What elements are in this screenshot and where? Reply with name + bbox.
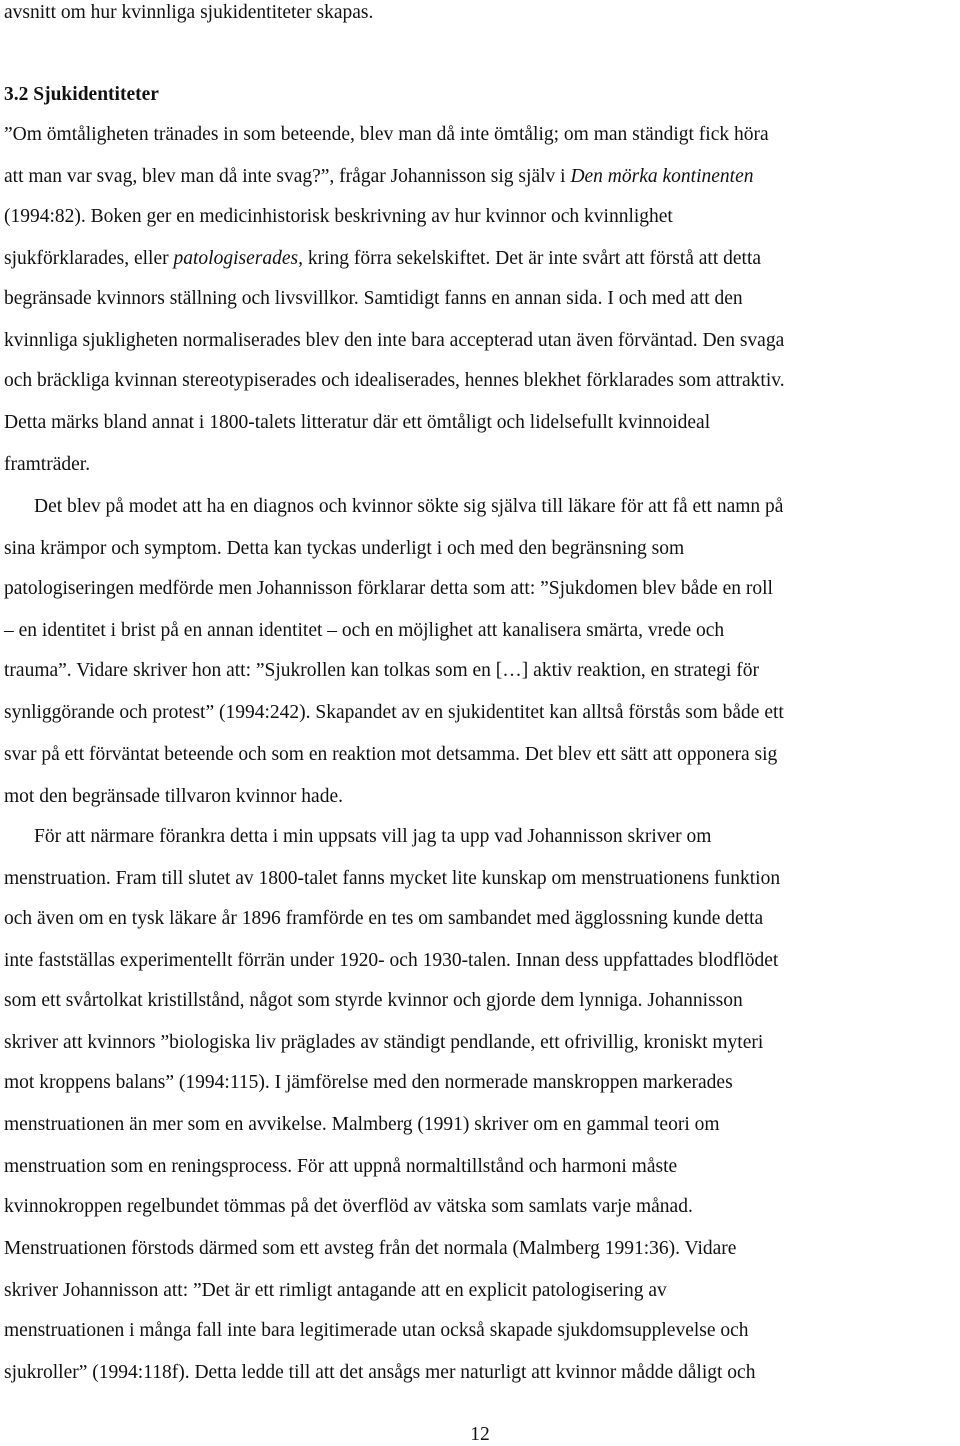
text-line	[4, 412, 710, 434]
text-segment: begränsade kvinnors ställning och livsvillkor. Samtidigt fanns en annan sida. I och med att den	[4, 288, 743, 309]
text-segment: avsnitt om hur kvinnliga sjukidentiteter skapas.	[4, 2, 374, 23]
text-segment: trauma”. Vidare skriver hon att: ”Sjukrollen kan tolkas som en […] aktiv reaktion, en strategi för	[4, 660, 759, 681]
text-line	[4, 702, 784, 724]
text-segment: inte fastställas experimentellt förrän under 1920- och 1930-talen. Innan dess uppfattades blodflödet	[4, 950, 779, 971]
text-segment: (1994:82). Boken ger en medicinhistorisk beskrivning av hur kvinnor och kvinnlighet	[4, 206, 673, 227]
text-line	[4, 538, 684, 560]
text-line	[4, 454, 90, 476]
text-segment: svar på ett förväntat beteende och som en reaktion mot detsamma. Det blev ett sätt att opponera sig	[4, 744, 778, 765]
text-segment: kvinnokroppen regelbundet tömmas på det överflöd av vätska som samlats varje månad.	[4, 1196, 693, 1217]
text-line	[4, 1196, 693, 1218]
text-line	[4, 744, 777, 766]
text-line	[4, 1072, 733, 1094]
text-line	[4, 288, 743, 310]
text-segment: menstruationen än mer som en avvikelse. Malmberg (1991) skriver om en gammal teori om	[4, 1114, 720, 1135]
section-heading	[4, 84, 159, 106]
text-line	[34, 496, 783, 518]
text-segment: och även om en tysk läkare år 1896 framförde en tes om sambandet med ägglossning kunde detta	[4, 908, 764, 929]
text-segment: Det blev på modet att ha en diagnos och kvinnor sökte sig själva till läkare för att få ett namn på	[34, 496, 784, 517]
text-line	[4, 206, 673, 228]
text-line	[4, 2, 373, 24]
text-segment: sjukroller” (1994:118f). Detta ledde till att det ansågs mer naturligt att kvinnor mådde dåligt och	[4, 1362, 756, 1383]
text-line	[4, 786, 343, 808]
text-line	[4, 1032, 763, 1054]
text-segment: – en identitet i brist på en annan identitet – och en möjlighet att kanalisera smärta, vrede och	[4, 620, 725, 641]
text-line	[4, 660, 759, 682]
text-line	[4, 1320, 749, 1342]
text-segment: Detta märks bland annat i 1800-talets litteratur där ett ömtåligt och lidelsefullt kvinnoideal	[4, 412, 711, 433]
text-segment: som ett svårtolkat kristillstånd, något som styrde kvinnor och gjorde dem lynniga. Johannisson	[4, 990, 743, 1011]
text-segment: sjukförklarades, eller	[4, 248, 174, 269]
text-line	[4, 950, 778, 972]
page-number: 12	[470, 1424, 490, 1445]
text-segment: kring förra sekelskiftet. Det är inte svårt att förstå att detta	[302, 248, 762, 269]
text-line	[4, 370, 785, 392]
text-line	[34, 826, 711, 848]
text-line	[4, 1280, 667, 1302]
italic-text: patologiserades,	[173, 248, 303, 269]
text-line	[4, 1114, 720, 1136]
text-segment: Menstruationen förstods därmed som ett avsteg från det normala (Malmberg 1991:36). Vidare	[4, 1238, 737, 1259]
text-line	[4, 248, 761, 270]
text-segment: synliggörande och protest” (1994:242). Skapandet av en sjukidentitet kan alltså förstås som både ett	[4, 702, 784, 723]
text-line	[4, 124, 769, 146]
text-segment: menstruation som en reningsprocess. För att uppnå normaltillstånd och harmoni måste	[4, 1156, 678, 1177]
text-line	[4, 990, 743, 1012]
text-segment: 3.2 Sjukidentiteter	[4, 84, 159, 105]
text-segment: ”Om ömtåligheten tränades in som beteende, blev man då inte ömtålig; om man ständigt fick höra	[4, 124, 769, 145]
text-segment: att man var svag, blev man då inte svag?”, frågar Johannisson sig själv i	[4, 166, 571, 187]
text-segment: och bräckliga kvinnan stereotypiserades och idealiserades, hennes blekhet förklarades som attraktiv.	[4, 370, 785, 391]
text-line	[4, 1238, 736, 1260]
text-segment: menstruationen i många fall inte bara legitimerade utan också skapade sjukdomsupplevelse och	[4, 1320, 749, 1341]
text-line	[4, 620, 724, 642]
text-line	[4, 330, 784, 352]
text-line	[4, 578, 773, 600]
text-segment: skriver att kvinnors ”biologiska liv präglades av ständigt pendlande, ett ofrivillig, kroniskt myteri	[4, 1032, 764, 1053]
text-line	[4, 166, 753, 188]
text-line	[4, 908, 763, 930]
italic-text: Den mörka kontinenten	[570, 166, 754, 187]
text-segment: patologiseringen medförde men Johannisson förklarar detta som att: ”Sjukdomen blev både en roll	[4, 578, 773, 599]
text-segment: För att närmare förankra detta i min uppsats vill jag ta upp vad Johannisson skriver om	[34, 826, 712, 847]
text-segment: mot kroppens balans” (1994:115). I jämförelse med den normerade manskroppen markerades	[4, 1072, 733, 1093]
text-line	[4, 1362, 755, 1384]
text-segment: kvinnliga sjukligheten normaliserades blev den inte bara accepterad utan även förväntad. Den svaga	[4, 330, 785, 351]
text-line	[4, 868, 780, 890]
text-segment: sina krämpor och symptom. Detta kan tyckas underligt i och med den begränsning som	[4, 538, 685, 559]
text-segment: skriver Johannisson att: ”Det är ett rimligt antagande att en explicit patologisering av	[4, 1280, 667, 1301]
text-segment: framträder.	[4, 454, 91, 475]
text-segment: menstruation. Fram till slutet av 1800-talet fanns mycket lite kunskap om menstruationens funktion	[4, 868, 781, 889]
text-line	[4, 1156, 677, 1178]
text-segment: mot den begränsade tillvaron kvinnor hade.	[4, 786, 343, 807]
